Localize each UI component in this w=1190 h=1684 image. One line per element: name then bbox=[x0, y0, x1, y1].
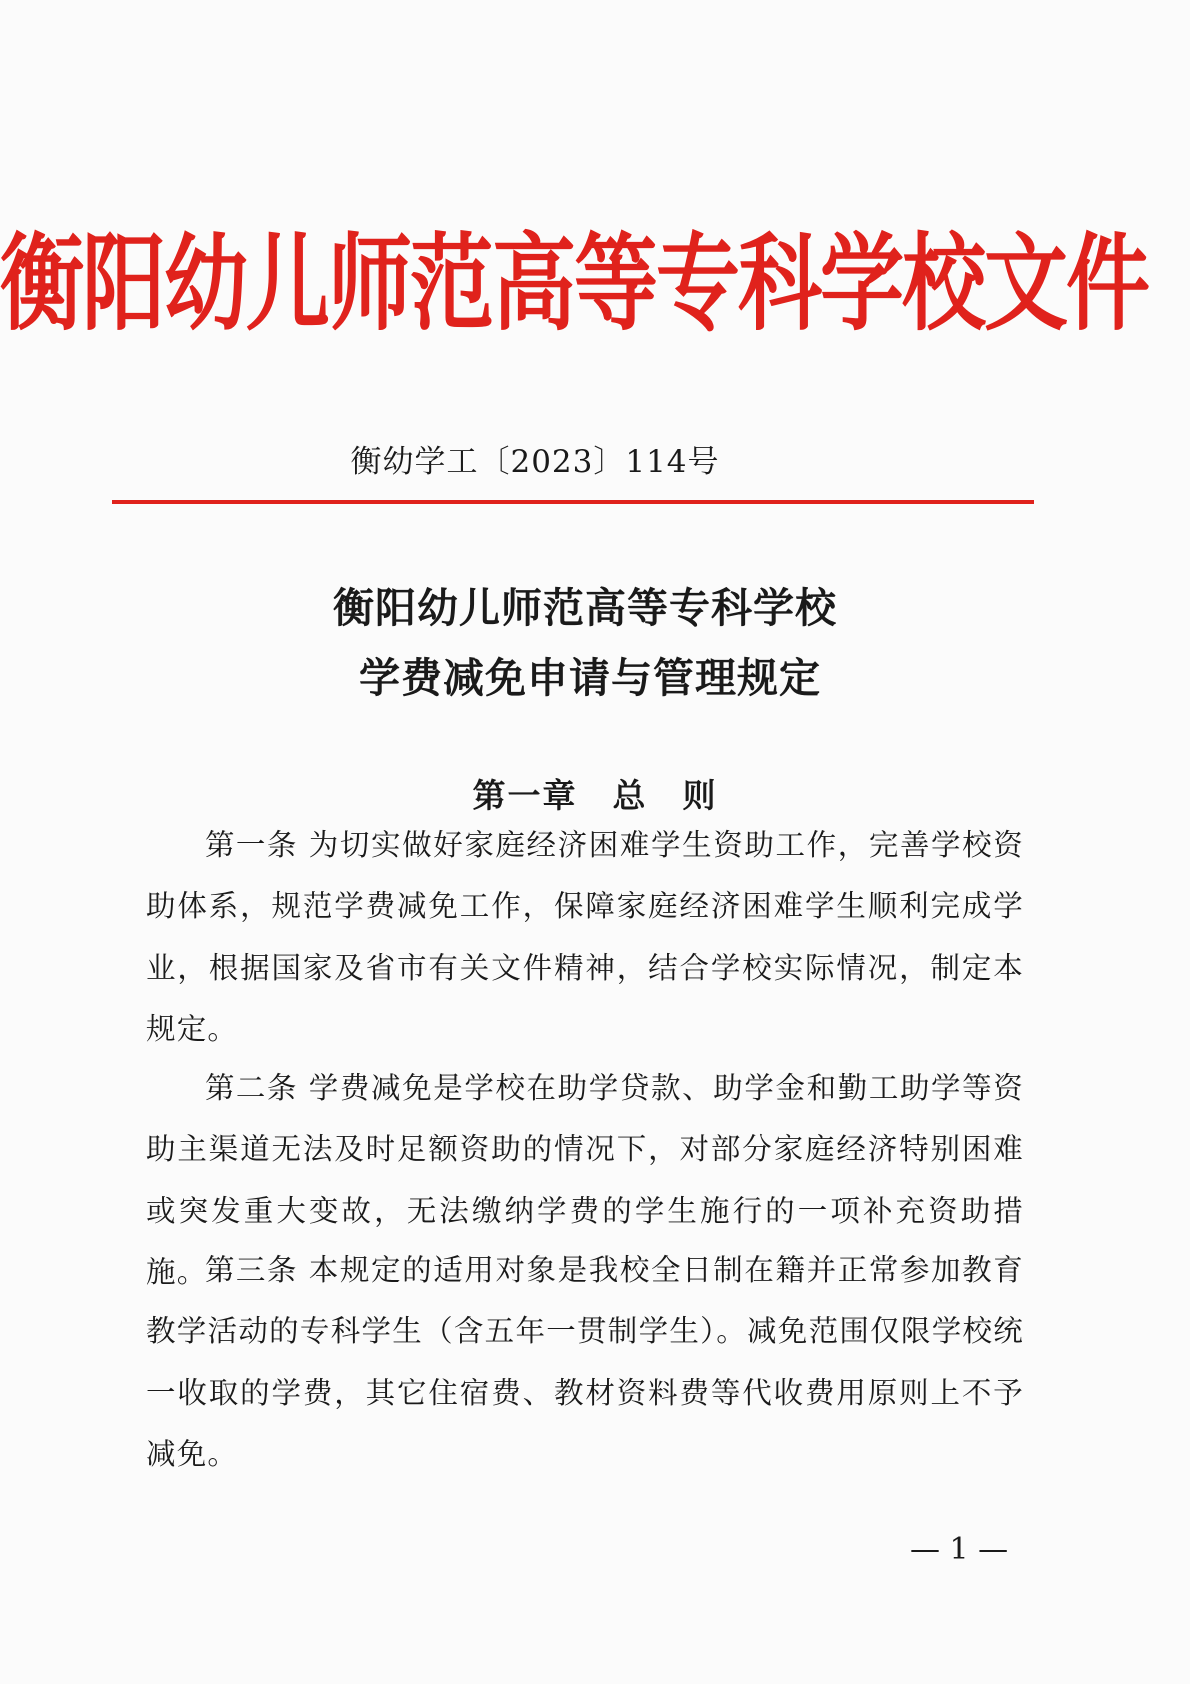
document-title-line-1: 衡阳幼儿师范高等专科学校 bbox=[333, 584, 837, 632]
article-1 bbox=[146, 815, 1024, 1061]
document-number: 衡幼学工〔2023〕114号 bbox=[350, 444, 720, 480]
article-label: 第一条 bbox=[205, 828, 298, 862]
article-label: 第二条 bbox=[205, 1071, 298, 1105]
document-title-line-2: 学费减免申请与管理规定 bbox=[359, 654, 821, 702]
article-text: 本规定的适用对象是我校全日制在籍并正常参加教育教学活动的专科学生（含五年一贯制学生）。减免范围仅限学校统一收取的学费，其它住宿费、教材资料费等代收费用原则上不予减免。 bbox=[146, 1253, 1024, 1472]
red-divider-line bbox=[112, 500, 1034, 504]
article-3 bbox=[146, 1240, 1024, 1486]
chapter-heading: 第一章 总 则 bbox=[472, 776, 718, 815]
page-number: — 1 — bbox=[910, 1532, 1009, 1567]
article-label: 第三条 bbox=[205, 1253, 298, 1287]
article-text: 为切实做好家庭经济困难学生资助工作，完善学校资助体系，规范学费减免工作，保障家庭经济困难学生顺利完成学业，根据国家及省市有关文件精神，结合学校实际情况，制定本规定。 bbox=[146, 828, 1024, 1047]
article-text: 学费减免是学校在助学贷款、助学金和勤工助学等资助主渠道无法及时足额资助的情况下，对部分家庭经济特别困难或突发重大变故，无法缴纳学费的学生施行的一项补充资助措施。 bbox=[146, 1071, 1024, 1290]
issuing-authority-header: 衡阳幼儿师范高等专科学校文件 bbox=[0, 222, 1149, 345]
